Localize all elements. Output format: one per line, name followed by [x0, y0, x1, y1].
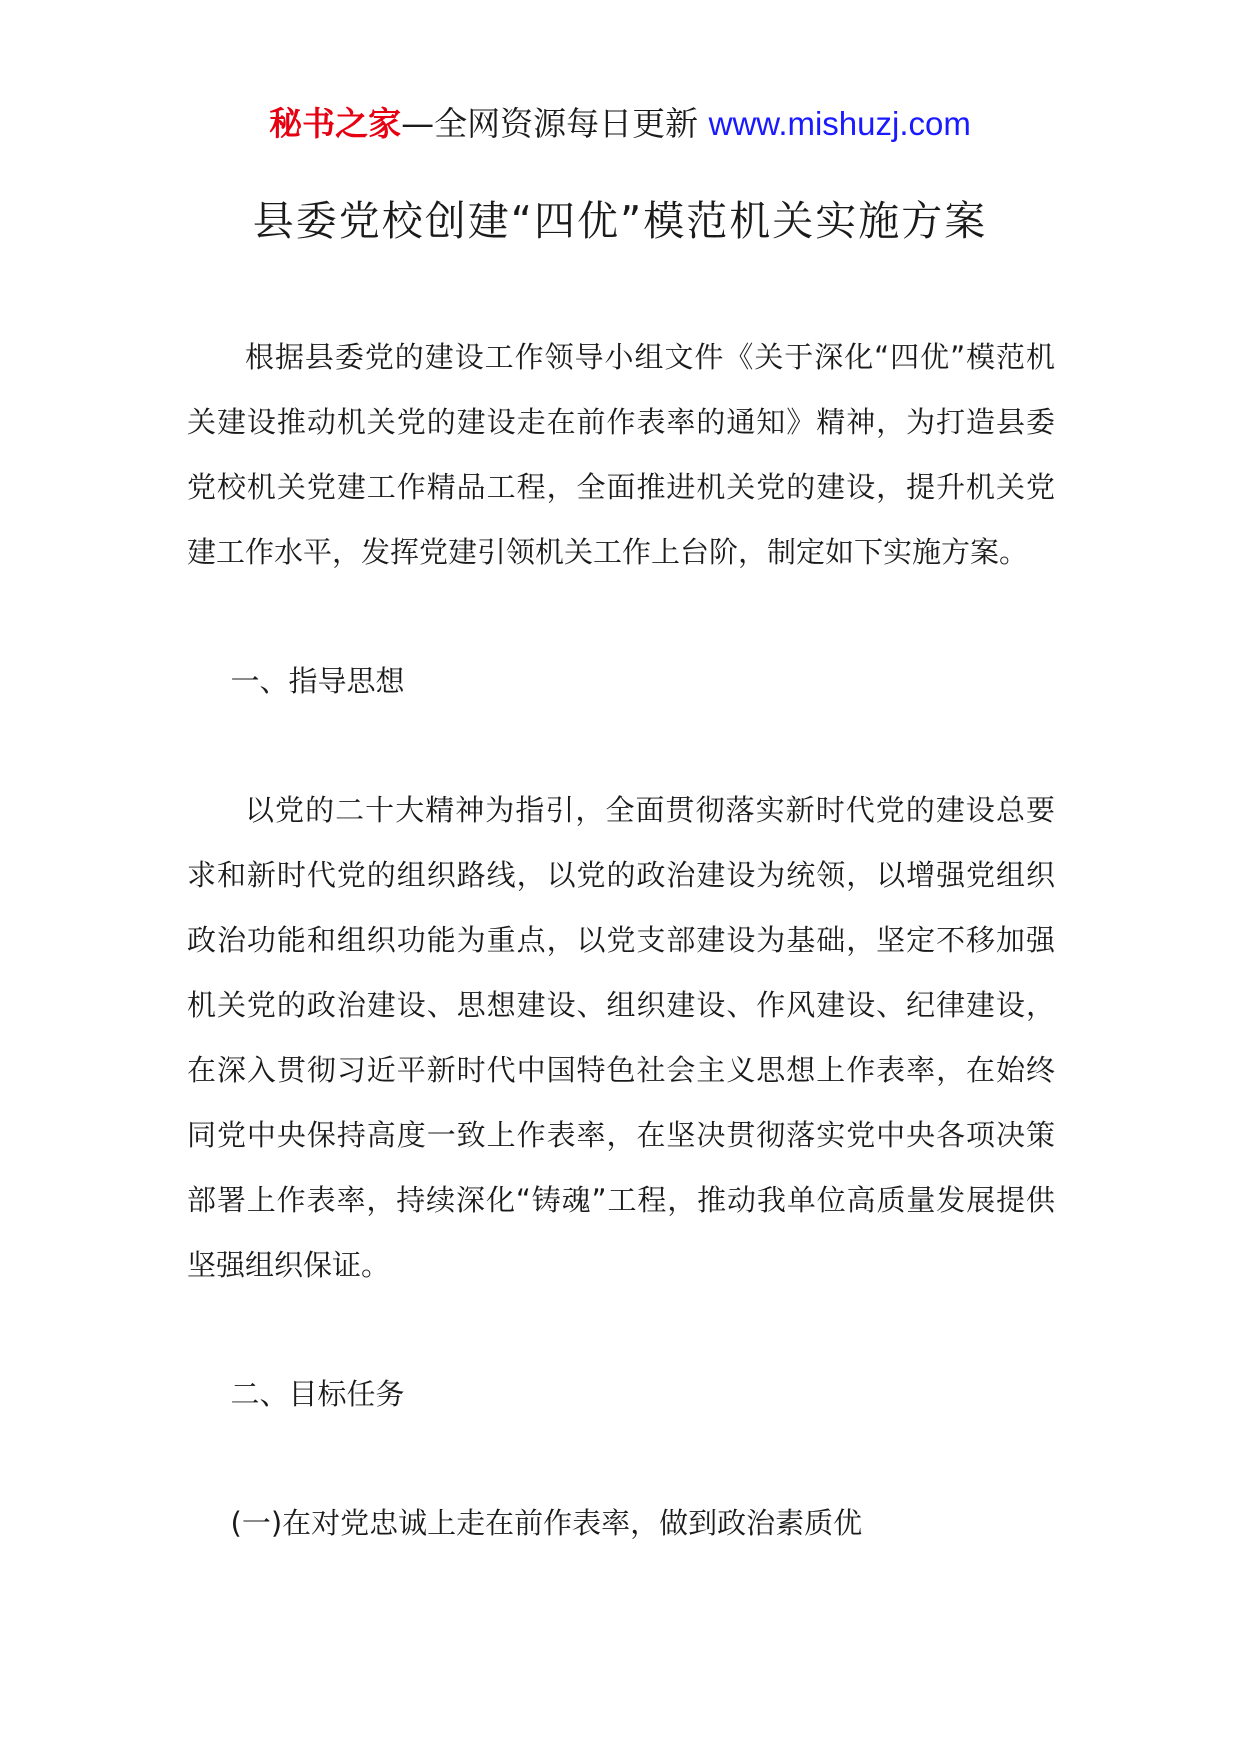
- document-body: [187, 325, 1055, 1556]
- intro-paragraph: 根据县委党的建设工作领导小组文件《关于深化“四优”模范机关建设推动机关党的建设走在前作表率的通知》精神，为打造县委党校机关党建工作精品工程，全面推进机关党的建设，提升机关党建工作水平，发挥党建引领机关工作上台阶，制定如下实施方案。: [187, 340, 1055, 569]
- section-paragraph-guiding-ideology: 以党的二十大精神为指引，全面贯彻落实新时代党的建设总要求和新时代党的组织路线，以党的政治建设为统领，以增强党组织政治功能和组织功能为重点，以党支部建设为基础，坚定不移加强机关党的政治建设、思想建设、组织建设、作风建设、纪律建设，在深入贯彻习近平新时代中国特色社会主义思想上作表率，在始终同党中央保持高度一致上作表率，在坚决贯彻落实党中央各项决策部署上作表率，持续深化“铸魂”工程，推动我单位高质量发展提供坚强组织保证。: [187, 793, 1055, 1282]
- section-heading-goals-tasks: 二、目标任务: [230, 1377, 405, 1411]
- brand-name: 秘书之家: [269, 104, 402, 143]
- spacer: [187, 1298, 1055, 1362]
- document-title: 县委党校创建“四优”模范机关实施方案: [252, 197, 988, 245]
- brand-slogan: —全网资源每日更新: [401, 104, 709, 143]
- brand-url-link[interactable]: www.mishuzj.com: [708, 105, 971, 142]
- spacer: [187, 714, 1055, 778]
- spacer: [187, 1427, 1055, 1491]
- spacer: [187, 585, 1055, 649]
- site-banner: [0, 104, 1240, 144]
- section-heading-guiding-ideology: 一、指导思想: [230, 664, 405, 698]
- subsection-heading-political-quality: (一)在对党忠诚上走在前作表率，做到政治素质优: [230, 1506, 863, 1540]
